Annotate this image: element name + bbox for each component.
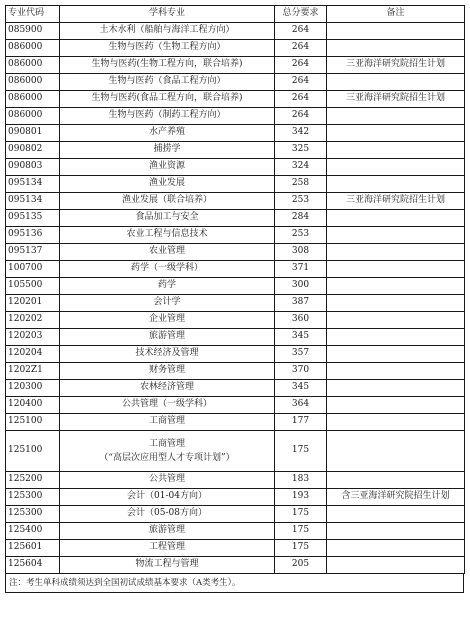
score-cell: 324: [275, 159, 327, 176]
score-cell: 193: [275, 489, 327, 506]
major-name-cell: 会计（01-04方向）: [60, 489, 275, 506]
remark-cell: [327, 125, 465, 142]
remark-cell: [327, 295, 465, 312]
major-code-cell: 120400: [6, 397, 60, 414]
score-cell: 300: [275, 278, 327, 295]
table-row: [6, 312, 465, 329]
major-code-cell: 086000: [6, 91, 60, 108]
major-name-cell: 生物与医药(食品工程方向，联合培养): [60, 91, 275, 108]
remark-cell: [327, 244, 465, 261]
major-name-cell: 技术经济及管理: [60, 346, 275, 363]
major-name-cell: 捕捞学: [60, 142, 275, 159]
major-name-cell: 工商管理: [60, 414, 275, 431]
major-code-cell: 095137: [6, 244, 60, 261]
major-code-cell: 125100: [6, 414, 60, 431]
major-name-cell: 农林经济管理: [60, 380, 275, 397]
score-cell: 342: [275, 125, 327, 142]
table-row: [6, 523, 465, 540]
major-name-cell: 生物与医药（生物工程方向）: [60, 40, 275, 57]
major-name-cell: 工程管理: [60, 540, 275, 557]
table-row: [6, 489, 465, 506]
major-code-cell: 086000: [6, 40, 60, 57]
table-row: [6, 295, 465, 312]
major-code-cell: 125100: [6, 431, 60, 472]
score-cell: 284: [275, 210, 327, 227]
major-name-cell: 水产养殖: [60, 125, 275, 142]
table-row: [6, 244, 465, 261]
major-code-cell: 095134: [6, 176, 60, 193]
remark-cell: [327, 540, 465, 557]
score-cell: 264: [275, 23, 327, 40]
major-name-cell: 会计学: [60, 295, 275, 312]
major-code-cell: 090803: [6, 159, 60, 176]
score-cell: 183: [275, 472, 327, 489]
footnote: 注：考生单科成绩须达到全国初试成绩基本要求（A类考生）。: [5, 574, 464, 593]
major-code-cell: 095134: [6, 193, 60, 210]
table-row: [6, 193, 465, 210]
table-row: [6, 329, 465, 346]
major-code-cell: 085900: [6, 23, 60, 40]
major-name-cell: 渔业发展: [60, 176, 275, 193]
major-code-cell: 1202Z1: [6, 363, 60, 380]
score-cell: 175: [275, 523, 327, 540]
table-row: [6, 506, 465, 523]
major-code-cell: 105500: [6, 278, 60, 295]
table-row: [6, 125, 465, 142]
score-cell: 253: [275, 227, 327, 244]
score-cell: 175: [275, 540, 327, 557]
table-row: [6, 278, 465, 295]
score-cell: 360: [275, 312, 327, 329]
major-name-cell: 药学: [60, 278, 275, 295]
header-remarks: 备注: [327, 6, 465, 23]
major-code-cell: 120204: [6, 346, 60, 363]
major-name-cell: 财务管理: [60, 363, 275, 380]
table-row: [6, 210, 465, 227]
major-name-cell: [60, 431, 275, 472]
table-row: [6, 414, 465, 431]
score-requirements-document: [5, 5, 464, 632]
remark-cell: 含三亚海洋研究院招生计划: [327, 489, 465, 506]
major-code-cell: 090802: [6, 142, 60, 159]
table-header-row: [6, 6, 465, 23]
score-cell: 264: [275, 108, 327, 125]
table-row: [6, 363, 465, 380]
table-row: [6, 176, 465, 193]
major-name-cell: 企业管理: [60, 312, 275, 329]
remark-cell: [327, 397, 465, 414]
major-name-cell: 生物与医药（食品工程方向）: [60, 74, 275, 91]
major-name-cell: 农业管理: [60, 244, 275, 261]
score-table: [5, 5, 465, 574]
table-row: [6, 23, 465, 40]
major-name-cell: 公共管理（一级学科）: [60, 397, 275, 414]
major-name-cell: 公共管理: [60, 472, 275, 489]
major-code-cell: 100700: [6, 261, 60, 278]
remark-cell: [327, 108, 465, 125]
remark-cell: [327, 312, 465, 329]
table-row: [6, 142, 465, 159]
table-row: [6, 227, 465, 244]
major-name-cell: 渔业资源: [60, 159, 275, 176]
remark-cell: [327, 40, 465, 57]
header-major-code: 专业代码: [6, 6, 60, 23]
remark-cell: [327, 380, 465, 397]
score-cell: 325: [275, 142, 327, 159]
score-cell: 264: [275, 74, 327, 91]
remark-cell: [327, 431, 465, 472]
remark-cell: 三亚海洋研究院招生计划: [327, 193, 465, 210]
score-cell: 177: [275, 414, 327, 431]
remark-cell: [327, 363, 465, 380]
major-code-cell: 090801: [6, 125, 60, 142]
major-name-cell: 旅游管理: [60, 523, 275, 540]
header-total-score: 总分要求: [275, 6, 327, 23]
major-code-cell: 125604: [6, 557, 60, 574]
table-row: [6, 431, 465, 472]
remark-cell: [327, 414, 465, 431]
table-row: [6, 540, 465, 557]
remark-cell: [327, 557, 465, 574]
major-name-line: 工商管理: [148, 438, 185, 449]
major-code-cell: 095136: [6, 227, 60, 244]
major-code-cell: 120202: [6, 312, 60, 329]
score-cell: 364: [275, 397, 327, 414]
table-row: [6, 472, 465, 489]
score-cell: 175: [275, 506, 327, 523]
major-code-cell: 086000: [6, 57, 60, 74]
remark-cell: [327, 523, 465, 540]
remark-cell: [327, 142, 465, 159]
remark-cell: [327, 329, 465, 346]
major-code-cell: 095135: [6, 210, 60, 227]
table-row: [6, 557, 465, 574]
major-name-cell: 会计（05-08方向）: [60, 506, 275, 523]
major-name-cell: 旅游管理: [60, 329, 275, 346]
major-name-cell: 物流工程与管理: [60, 557, 275, 574]
table-row: [6, 108, 465, 125]
score-cell: 308: [275, 244, 327, 261]
major-code-cell: 086000: [6, 74, 60, 91]
table-row: [6, 91, 465, 108]
score-cell: 387: [275, 295, 327, 312]
major-code-cell: 125300: [6, 506, 60, 523]
table-row: [6, 346, 465, 363]
table-row: [6, 380, 465, 397]
remark-cell: [327, 74, 465, 91]
remark-cell: [327, 472, 465, 489]
major-code-cell: 125601: [6, 540, 60, 557]
major-code-cell: 120203: [6, 329, 60, 346]
remark-cell: [327, 210, 465, 227]
remark-cell: [327, 227, 465, 244]
table-row: [6, 261, 465, 278]
score-cell: 253: [275, 193, 327, 210]
remark-cell: [327, 261, 465, 278]
table-row: [6, 40, 465, 57]
remark-cell: [327, 23, 465, 40]
table-row: [6, 159, 465, 176]
remark-cell: [327, 346, 465, 363]
remark-cell: [327, 159, 465, 176]
major-name-subline: （“高层次应用型人才专项计划”）: [99, 453, 235, 463]
major-name-cell: 药学（一级学科）: [60, 261, 275, 278]
remark-cell: 三亚海洋研究院招生计划: [327, 57, 465, 74]
score-cell: 205: [275, 557, 327, 574]
major-code-cell: 125200: [6, 472, 60, 489]
score-cell: 175: [275, 431, 327, 472]
remark-cell: [327, 176, 465, 193]
major-code-cell: 125400: [6, 523, 60, 540]
major-name-cell: 食品加工与安全: [60, 210, 275, 227]
major-code-cell: 120300: [6, 380, 60, 397]
major-name-cell: 渔业发展（联合培养）: [60, 193, 275, 210]
score-cell: 370: [275, 363, 327, 380]
score-cell: 357: [275, 346, 327, 363]
major-name-cell: 生物与医药(生物工程方向，联合培养): [60, 57, 275, 74]
major-name-cell: 农业工程与信息技术: [60, 227, 275, 244]
major-code-cell: 086000: [6, 108, 60, 125]
score-cell: 264: [275, 57, 327, 74]
table-row: [6, 74, 465, 91]
score-cell: 264: [275, 40, 327, 57]
remark-cell: 三亚海洋研究院招生计划: [327, 91, 465, 108]
remark-cell: [327, 506, 465, 523]
score-cell: 345: [275, 329, 327, 346]
score-cell: 345: [275, 380, 327, 397]
table-row: [6, 397, 465, 414]
score-cell: 264: [275, 91, 327, 108]
table-body: [6, 23, 465, 574]
major-code-cell: 125300: [6, 489, 60, 506]
table-row: [6, 57, 465, 74]
major-name-cell: 生物与医药（制药工程方向）: [60, 108, 275, 125]
remark-cell: [327, 278, 465, 295]
score-cell: 258: [275, 176, 327, 193]
score-cell: 371: [275, 261, 327, 278]
major-name-cell: 土木水利（船舶与海洋工程方向）: [60, 23, 275, 40]
header-major-name: 学科专业: [60, 6, 275, 23]
major-code-cell: 120201: [6, 295, 60, 312]
